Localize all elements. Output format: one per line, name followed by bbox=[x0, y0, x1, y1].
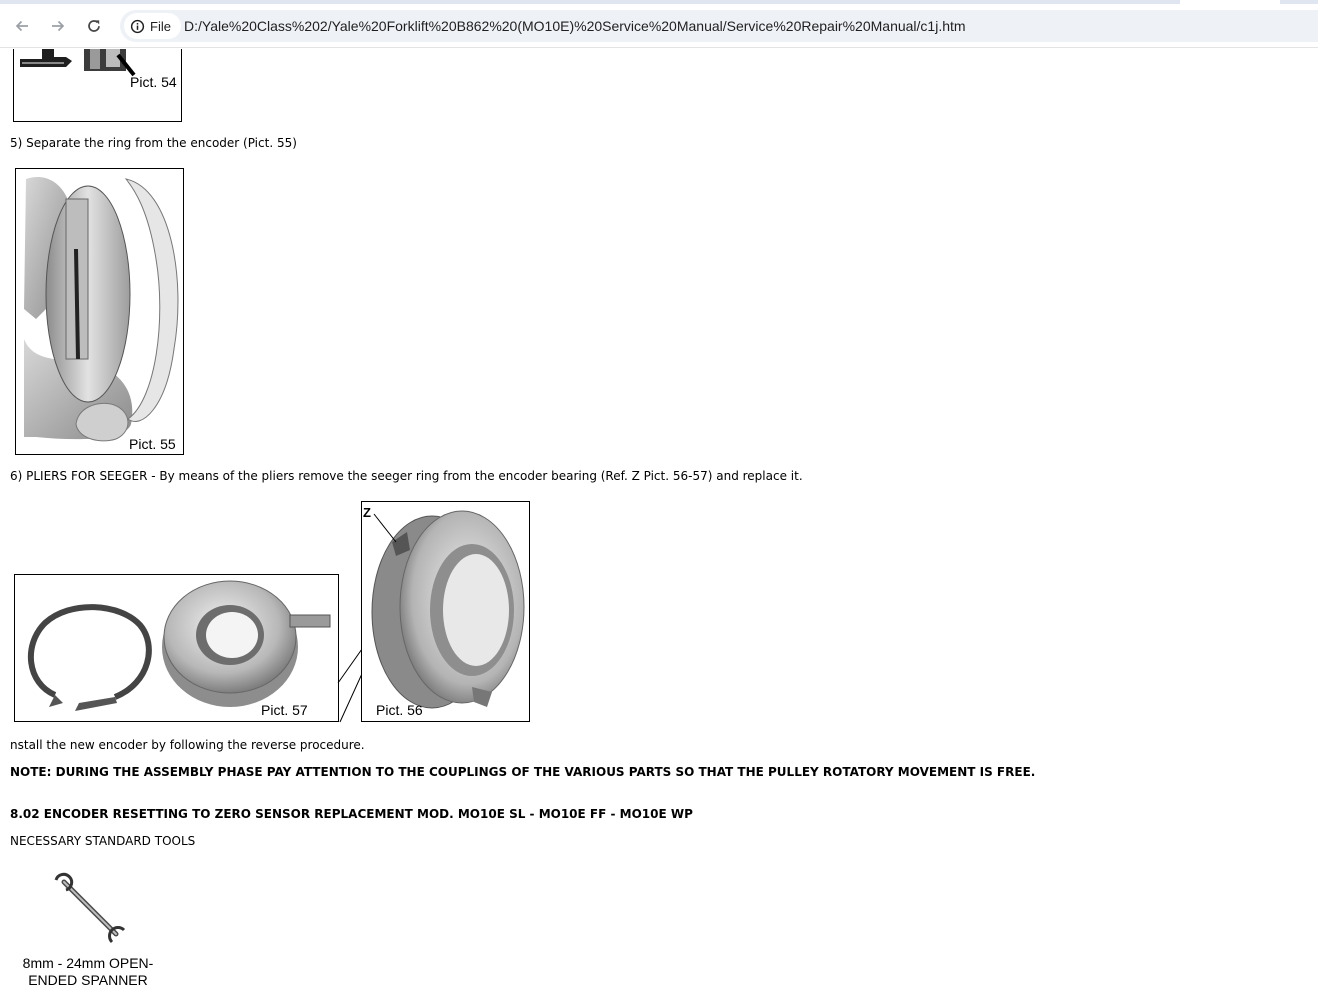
step-6-text: 6) PLIERS FOR SEEGER - By means of the pliers remove the seeger ring from the encoder bearing (Ref. Z Pict. 56-57) and replace it. bbox=[10, 469, 803, 483]
pict-57-caption: Pict. 57 bbox=[261, 702, 308, 718]
tools-heading: NECESSARY STANDARD TOOLS bbox=[10, 834, 196, 848]
address-bar[interactable] bbox=[120, 10, 1318, 42]
install-text: nstall the new encoder by following the reverse procedure. bbox=[10, 738, 365, 752]
browser-toolbar bbox=[0, 4, 1318, 48]
site-info-label: File bbox=[150, 18, 171, 34]
pict-55-image bbox=[16, 169, 183, 454]
spanner-caption-line-2: ENDED SPANNER bbox=[28, 972, 148, 988]
back-button[interactable] bbox=[6, 10, 38, 42]
info-icon bbox=[130, 19, 145, 34]
step-5-text: 5) Separate the ring from the encoder (Pict. 55) bbox=[10, 136, 297, 150]
forward-button[interactable] bbox=[42, 10, 74, 42]
assembly-note: NOTE: DURING THE ASSEMBLY PHASE PAY ATTENTION TO THE COUPLINGS OF THE VARIOUS PARTS SO THAT THE PULLEY ROTATORY MOVEMENT IS FREE. bbox=[10, 765, 1036, 779]
site-info-chip[interactable] bbox=[124, 13, 181, 39]
spanner-icon bbox=[52, 872, 128, 948]
pict-54-figure bbox=[13, 49, 182, 122]
url-text[interactable]: D:/Yale%20Class%202/Yale%20Forklift%20B862%20(MO10E)%20Service%20Manual/Service%20Repair%20Manual/c1j.htm bbox=[184, 18, 966, 34]
spanner-caption-line-1: 8mm - 24mm OPEN- bbox=[22, 955, 154, 971]
section-heading: 8.02 ENCODER RESETTING TO ZERO SENSOR REPLACEMENT MOD. MO10E SL - MO10E FF - MO10E WP bbox=[10, 807, 693, 821]
pict-56-figure bbox=[361, 501, 530, 722]
page-content bbox=[0, 49, 1318, 1002]
reload-icon bbox=[86, 18, 102, 34]
pict-57-image bbox=[15, 575, 338, 721]
arrow-right-icon bbox=[50, 18, 66, 34]
reload-button[interactable] bbox=[78, 10, 110, 42]
pict-56-image bbox=[362, 502, 529, 721]
pict-55-caption: Pict. 55 bbox=[129, 436, 176, 452]
pict-55-figure bbox=[15, 168, 184, 455]
spanner-caption bbox=[8, 955, 168, 989]
pict-57-figure bbox=[14, 574, 339, 722]
pict-54-caption: Pict. 54 bbox=[130, 74, 177, 90]
arrow-left-icon bbox=[14, 18, 30, 34]
pict-56-caption: Pict. 56 bbox=[376, 702, 423, 718]
ref-z-label: Z bbox=[363, 505, 371, 520]
